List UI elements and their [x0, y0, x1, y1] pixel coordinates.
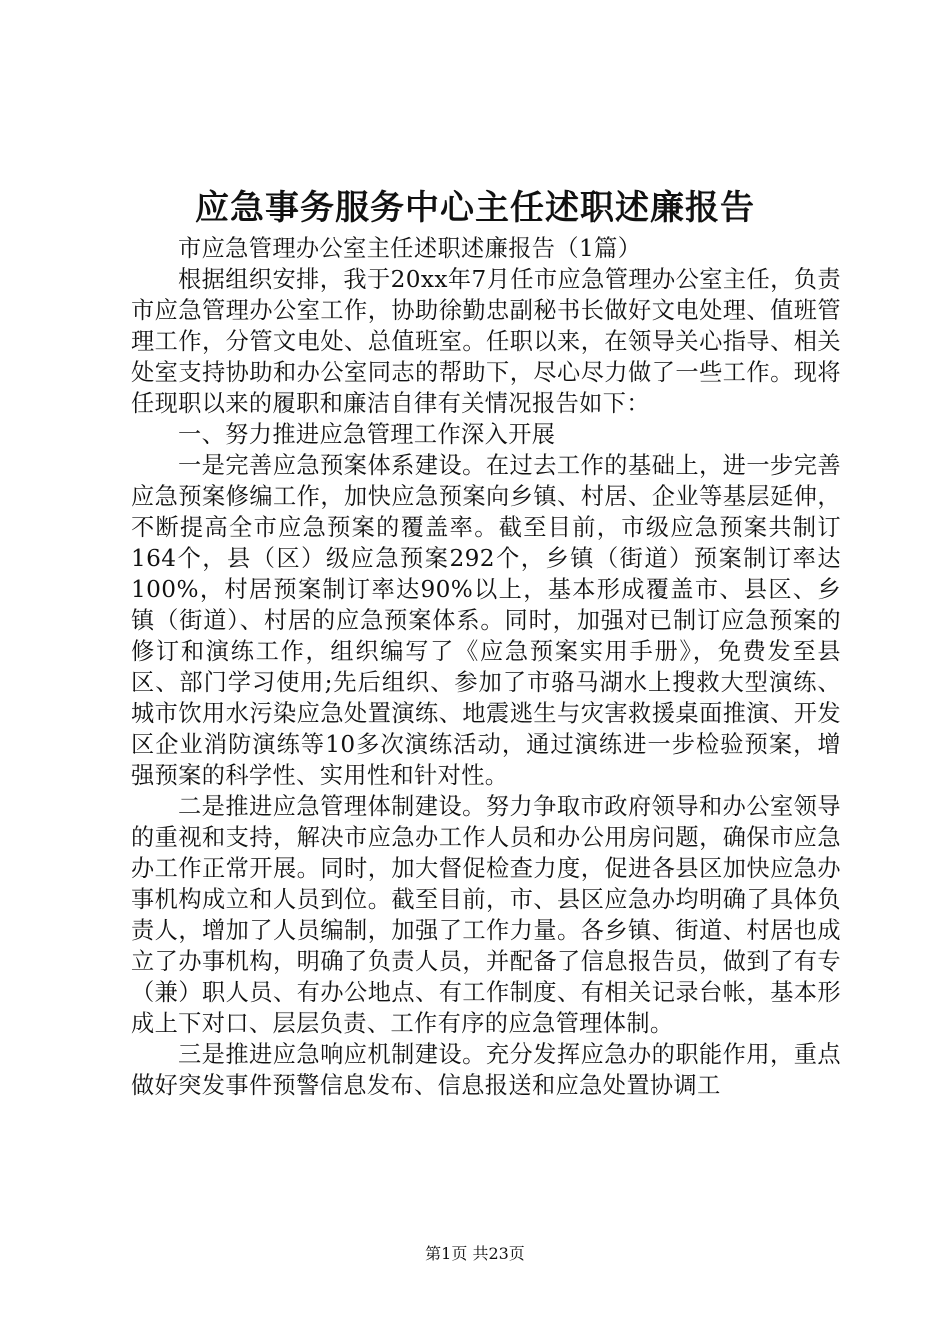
subtitle-paragraph: 市应急管理办公室主任述职述廉报告（1篇）: [178, 235, 642, 262]
page-footer: 第1页 共23页: [425, 1244, 525, 1263]
section-heading: 一、努力推进应急管理工作深入开展: [178, 421, 556, 448]
document-body: [131, 233, 841, 1101]
document-title: 应急事务服务中心主任述职述廉报告: [195, 188, 755, 228]
body-paragraph: 三是推进应急响应机制建设。充分发挥应急办的职能作用，重点做好突发事件预警信息发布、信息报送和应急处置协调工: [131, 1041, 841, 1099]
body-paragraph: 一是完善应急预案体系建设。在过去工作的基础上，进一步完善应急预案修编工作，加快应急预案向乡镇、村居、企业等基层延伸，不断提高全市应急预案的覆盖率。截至目前，市级应急预案共制订164个，县（区）级应急预案292个，乡镇（街道）预案制订率达100%，村居预案制订率达90%以上，基本形成覆盖市、县区、乡镇（街道）、村居的应急预案体系。同时，加强对已制订应急预案的修订和演练工作，组织编写了《应急预案实用手册》，免费发至县区、部门学习使用;先后组织、参加了市骆马湖水上搜救大型演练、城市饮用水污染应急处置演练、地震逃生与灾害救援桌面推演、开发区企业消防演练等10多次演练活动，通过演练进一步检验预案，增强预案的科学性、实用性和针对性。: [131, 452, 841, 789]
intro-paragraph: 根据组织安排，我于20xx年7月任市应急管理办公室主任，负责市应急管理办公室工作，协助徐勤忠副秘书长做好文电处理、值班管理工作，分管文电处、总值班室。任职以来，在领导关心指导、相关处室支持协助和办公室同志的帮助下，尽心尽力做了一些工作。现将任现职以来的履职和廉洁自律有关情况报告如下：: [131, 266, 841, 417]
body-paragraph: 二是推进应急管理体制建设。努力争取市政府领导和办公室领导的重视和支持，解决市应急办工作人员和办公用房问题，确保市应急办工作正常开展。同时，加大督促检查力度，促进各县区加快应急办事机构成立和人员到位。截至目前，市、县区应急办均明确了具体负责人，增加了人员编制，加强了工作力量。各乡镇、街道、村居也成立了办事机构，明确了负责人员，并配备了信息报告员，做到了有专（兼）职人员、有办公地点、有工作制度、有相关记录台帐，基本形成上下对口、层层负责、工作有序的应急管理体制。: [131, 793, 841, 1037]
